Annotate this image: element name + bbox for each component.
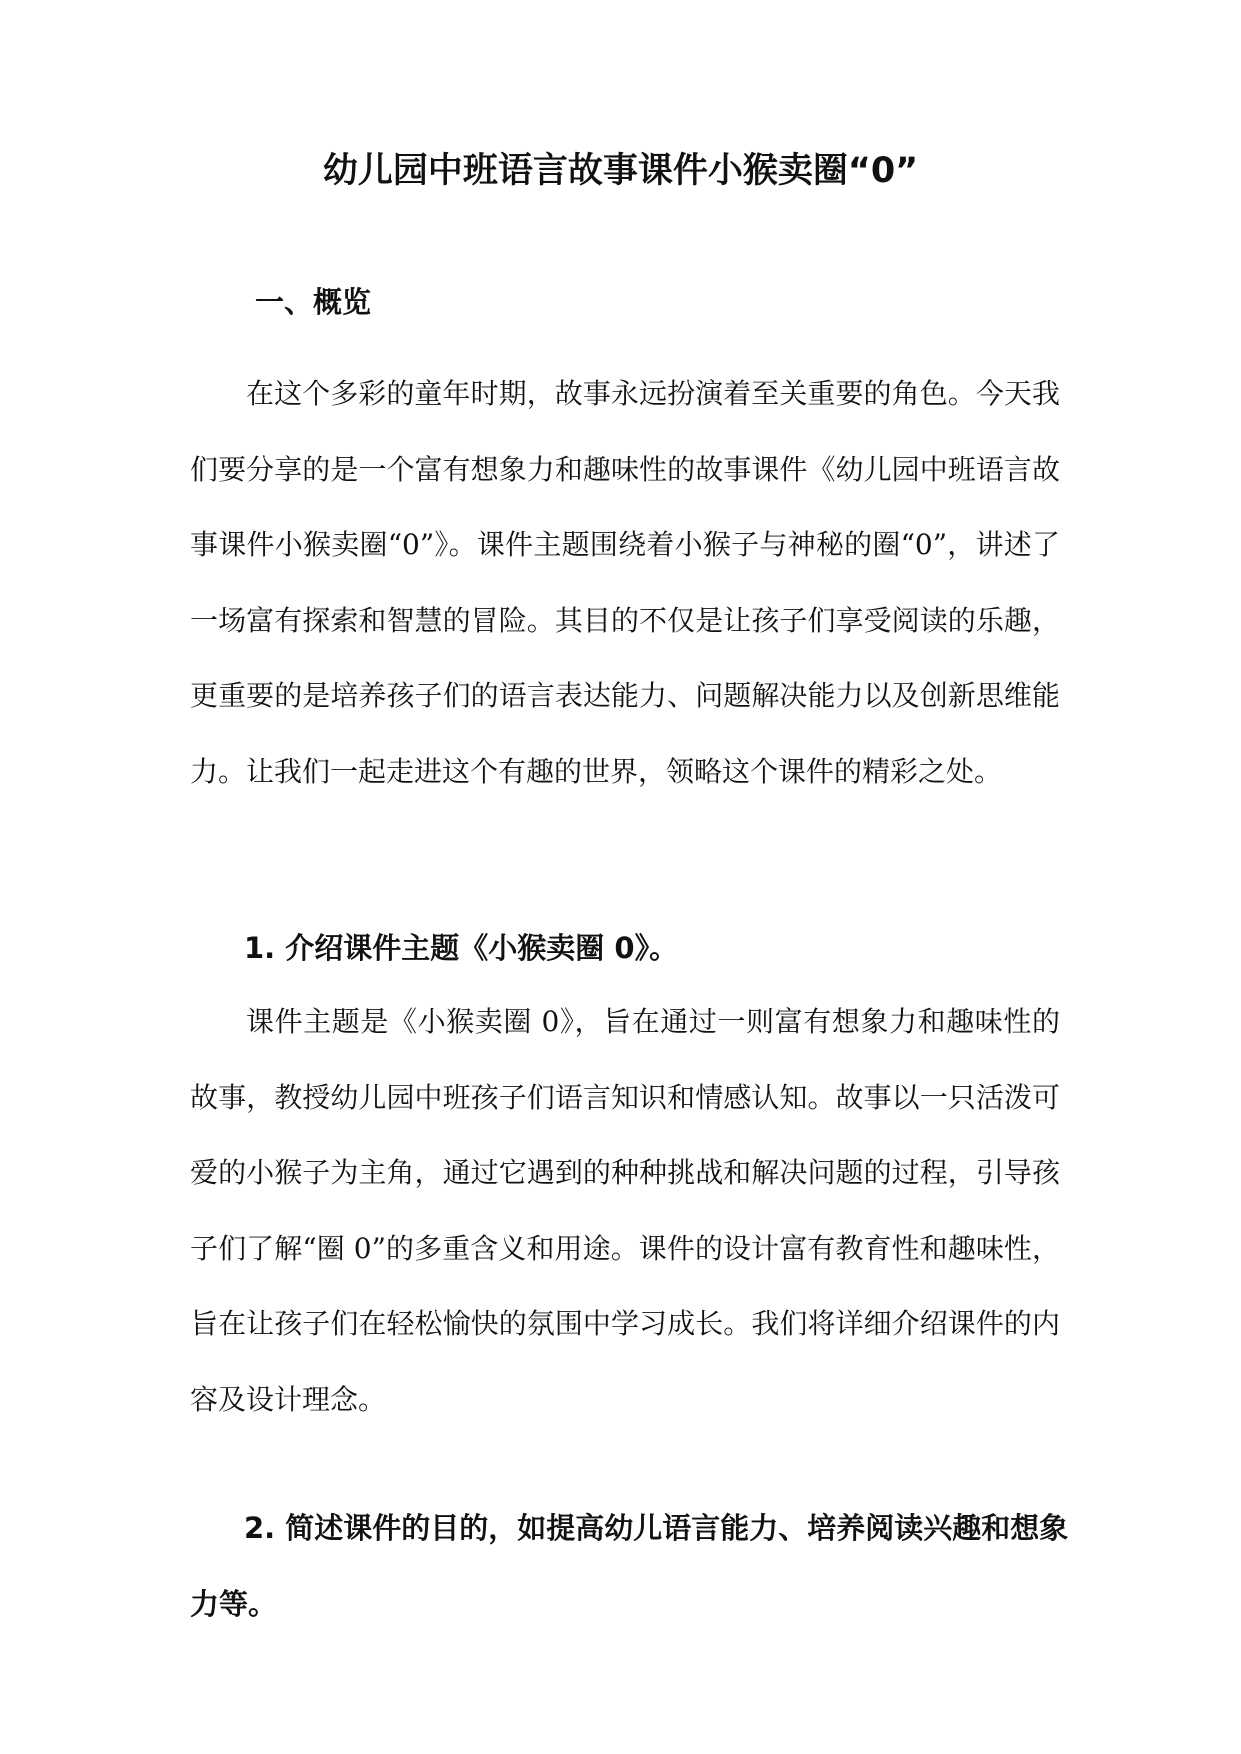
paragraph-overview: 在这个多彩的童年时期，故事永远扮演着至关重要的角色。今天我们要分享的是一个富有想象力和趣味性的故事课件《幼儿园中班语言故事课件小猴卖圈“0”》。课件主题围绕着小猴子与神秘的圈“0”，讲述了一场富有探索和智慧的冒险。其目的不仅是让孩子们享受阅读的乐趣，更重要的是培养孩子们的语言表达能力、问题解决能力以及创新思维能力。让我们一起走进这个有趣的世界，领略这个课件的精彩之处。	[190, 377, 1060, 788]
document-title: 幼儿园中班语言故事课件小猴卖圈“0”	[322, 151, 919, 191]
section-heading-overview: 一、概览	[255, 285, 372, 319]
list-item-heading-1: 1. 介绍课件主题《小猴卖圈 0》。	[244, 931, 679, 965]
paragraph-course-theme: 课件主题是《小猴卖圈 0》，旨在通过一则富有想象力和趣味性的故事，教授幼儿园中班孩子们语言知识和情感认知。故事以一只活泼可爱的小猴子为主角，通过它遇到的种种挑战和解决问题的过程，引导孩子们了解“圈 0”的多重含义和用途。课件的设计富有教育性和趣味性，旨在让孩子们在轻松愉快的氛围中学习成长。我们将详细介绍课件的内容及设计理念。	[190, 1005, 1060, 1416]
list-item-heading-2: 2. 简述课件的目的，如提高幼儿语言能力、培养阅读兴趣和想象力等。	[190, 1511, 1069, 1621]
